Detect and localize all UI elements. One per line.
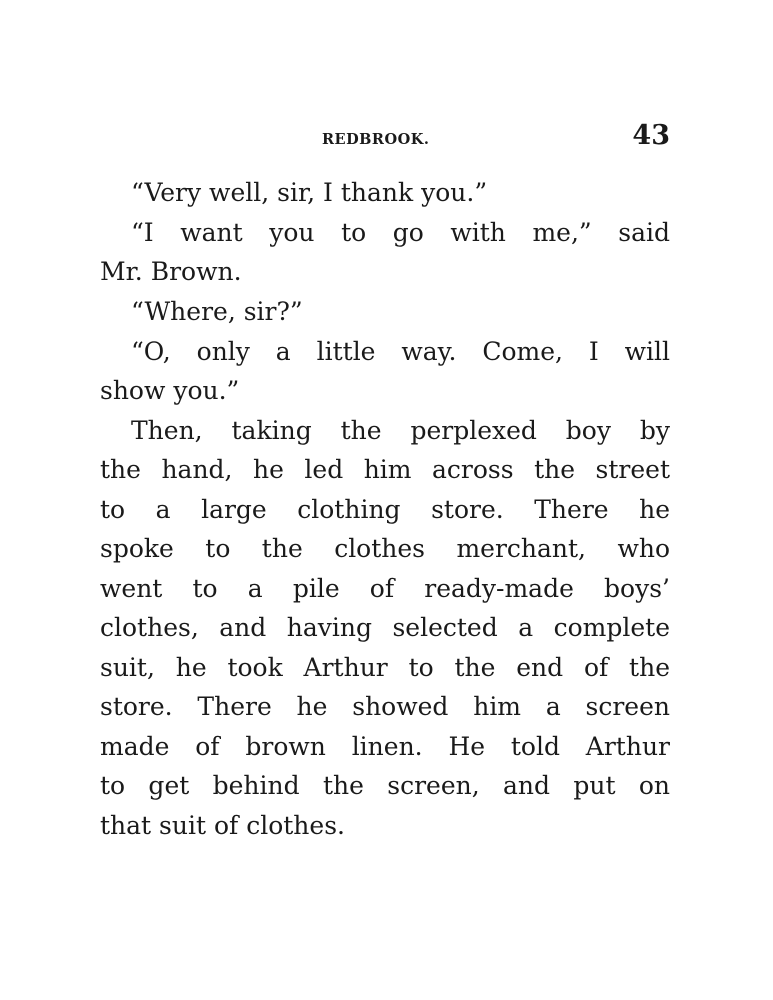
text-line: “O, only a little way. Come, I will	[131, 337, 670, 366]
text-line: that suit of clothes.	[100, 811, 345, 840]
text-line: clothes, and having selected a complete	[100, 613, 670, 642]
text-line: made of brown linen. He told Arthur	[100, 732, 670, 761]
text-line: suit, he took Arthur to the end of the	[100, 653, 670, 682]
text-line: “Very well, sir, I thank you.”	[131, 178, 488, 207]
page-header	[100, 118, 670, 158]
text-line: to a large clothing store. There he	[100, 495, 670, 524]
text-line: the hand, he led him across the street	[100, 455, 670, 484]
running-head: REDBROOK.	[322, 131, 430, 148]
text-line: “Where, sir?”	[131, 297, 303, 326]
page-number: 43	[632, 120, 670, 151]
text-line: went to a pile of ready-made boys’	[100, 574, 670, 603]
text-line: to get behind the screen, and put on	[100, 771, 670, 800]
text-line: “I want you to go with me,” said	[131, 218, 670, 247]
text-line: store. There he showed him a screen	[100, 692, 670, 721]
text-line: Then, taking the perplexed boy by	[131, 416, 670, 445]
text-line: Mr. Brown.	[100, 257, 242, 286]
text-line: spoke to the clothes merchant, who	[100, 534, 670, 563]
text-line: show you.”	[100, 376, 240, 405]
